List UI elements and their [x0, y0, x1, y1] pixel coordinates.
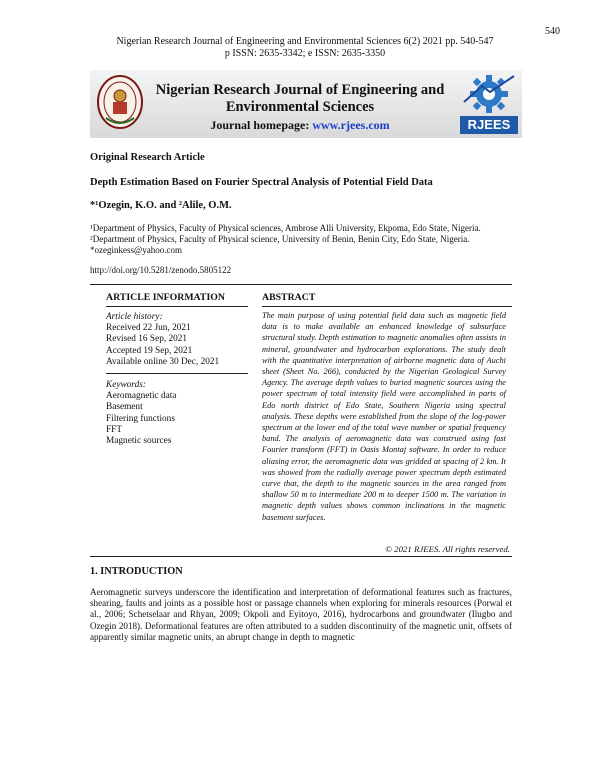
homepage-link[interactable]: www.rjees.com: [312, 118, 390, 132]
abstract-heading: ABSTRACT: [262, 292, 316, 303]
affiliation-2: ²Department of Physics, Faculty of Physical science, University of Benin, Benin City, Edo State, Nigeria.: [90, 234, 470, 244]
history-label: Article history:: [106, 312, 163, 322]
keyword-item: Filtering functions: [106, 413, 175, 424]
received-date: Received 22 Jun, 2021: [106, 323, 191, 334]
abstract-text: The main purpose of using potential field data such as magnetic field data is to make available an enhanced knowledge of subsurface structural study. Depth estimation to magnetic anomalies often assists in mineral, groundwater and hydrocarbon explorations. The study dealt with the quantitative interpretation of airborne magnetic data of Auchi sheet (Sheet No. 266), conducted by the Nigerian Geological Survey Agency. The average depth values to buried magnetic sources using the power spectrum of total intensity field were accomplished in parts of Edo north district of Edo State, Southern Nigeria using spectral analysis. These depths were established from the slope of the log-power spectrum at the lower end of the total wave number or spatial frequency band. The analysis of aeromagnetic data was construed using fast Fourier transform (FFT) in Oasis Montaj software. In order to reduce aliasing error, the aeromagnetic data was gridded at spacing of 2 km. It was showed from the radially average power spectrum depth estimated curve that, the depth to the magnetic sources in the area ranged from shallow 50 m to intermediate 200 m to deeper 1500 m. The variation in magnetic depth values shows common inclinations in the magnetic basement surfaces.: [262, 311, 506, 522]
affiliation-1: ¹Department of Physics, Faculty of Physical sciences, Ambrose Alli University, Ekpoma, Edo State, Nigeria.: [90, 223, 481, 233]
revised-date: Revised 16 Sep, 2021: [106, 334, 188, 345]
bottom-rule: [90, 556, 512, 557]
info-heading-rule: [106, 306, 248, 307]
top-rule: [90, 284, 512, 285]
abstract-heading-rule: [262, 306, 512, 307]
history-rule: [106, 373, 248, 374]
banner-title-line1: Nigerian Research Journal of Engineering and: [155, 82, 445, 98]
article-history: [106, 312, 252, 368]
keyword-item: Magnetic sources: [106, 436, 172, 447]
article-type: Original Research Article: [90, 152, 205, 163]
page-number: 540: [545, 26, 560, 37]
keywords-label: Keywords:: [106, 380, 146, 390]
journal-homepage: [150, 118, 450, 133]
rjees-logo-text: RJEES: [460, 116, 518, 134]
available-date: Available online 30 Dec, 2021: [106, 356, 220, 367]
doi-link[interactable]: http://doi.org/10.5281/zenodo.5805122: [90, 265, 232, 275]
introduction-text: Aeromagnetic surveys underscore the identification and interpretation of deformational features such as fractures, shearing, faults and joints as a possible host or passage channels when exploring for minerals resources (Porwal et al., 2006; Schetselaar and Rhyan, 2009; Okpoli and Eyitoyo, 2016), hydrocarbons and groundwater (Ilugbo and Ozegin 2018). Deformational features are often attributed to a sudden discontinuity of the magnetic unit, offsets of apparently similar magnetic units, an abrupt change in depth to magnetic: [90, 587, 512, 642]
keyword-item: Basement: [106, 402, 143, 413]
journal-citation: Nigerian Research Journal of Engineering and Environmental Sciences 6(2) 2021 pp. 540-547: [116, 36, 494, 47]
university-seal-icon: [96, 74, 144, 130]
keyword-item: FFT: [106, 424, 123, 435]
copyright-notice: © 2021 RJEES. All rights reserved.: [385, 544, 510, 554]
issn-line: p ISSN: 2635-3342; e ISSN: 2635-3350: [224, 48, 386, 59]
article-authors: *¹Ozegin, K.O. and ²Alile, O.M.: [90, 200, 232, 211]
rjees-logo: [460, 72, 518, 134]
article-info-heading: ARTICLE INFORMATION: [106, 292, 225, 303]
homepage-label: Journal homepage:: [210, 118, 313, 132]
accepted-date: Accepted 19 Sep, 2021: [106, 345, 193, 356]
banner-title-line2: Environmental Sciences: [225, 99, 375, 115]
keyword-item: Aeromagnetic data: [106, 391, 177, 402]
introduction-heading: 1. INTRODUCTION: [90, 566, 183, 577]
gear-icon: [460, 72, 518, 116]
article-title: Depth Estimation Based on Fourier Spectral Analysis of Potential Field Data: [90, 177, 433, 188]
keywords-block: [106, 380, 252, 447]
author-email[interactable]: *ozeginkess@yahoo.com: [90, 245, 183, 255]
